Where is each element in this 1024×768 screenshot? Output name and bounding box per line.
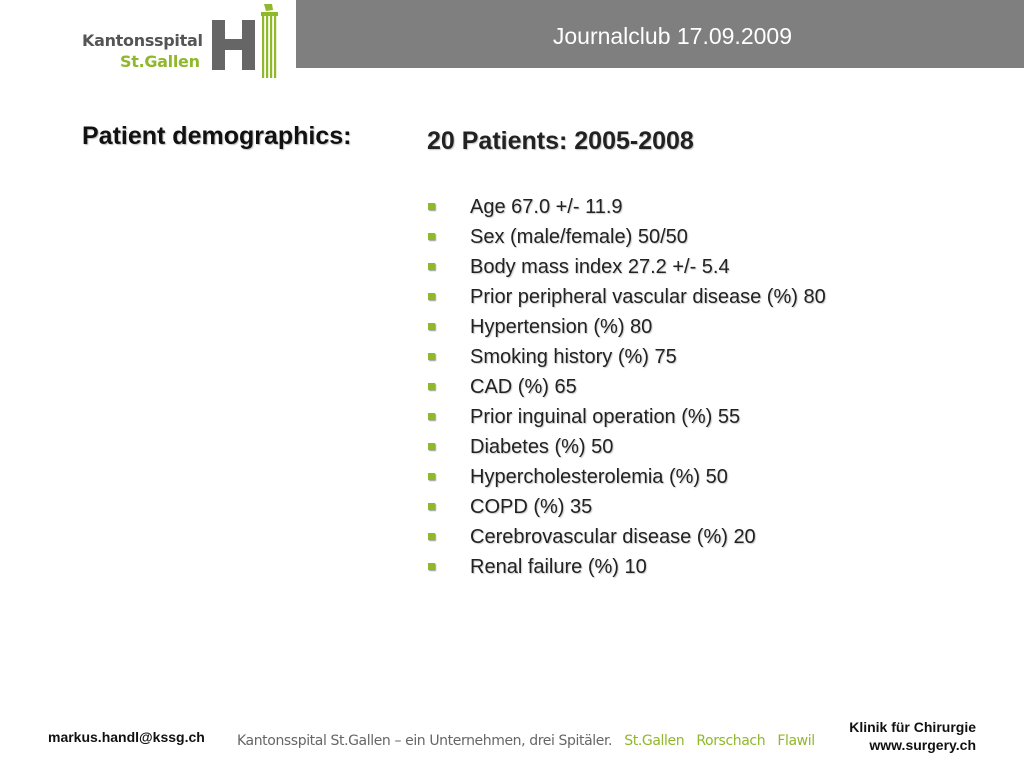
list-item-text: Hypercholesterolemia (%) 50 (470, 466, 728, 488)
list-item-text: Diabetes (%) 50 (470, 436, 614, 458)
logo-wordmark (82, 30, 203, 72)
square-bullet-icon (428, 203, 435, 210)
square-bullet-icon (428, 233, 435, 240)
list-item-text: COPD (%) 35 (470, 496, 593, 518)
section-title: Patient demographics: (82, 122, 352, 150)
list-item-text: Prior peripheral vascular disease (%) 80 (470, 286, 826, 308)
content-heading: 20 Patients: 2005-2008 (427, 127, 694, 155)
square-bullet-icon (428, 503, 435, 510)
square-bullet-icon (428, 443, 435, 450)
square-bullet-icon (428, 323, 435, 330)
footer-email-link[interactable]: markus.handl@kssg.ch (48, 729, 205, 745)
square-bullet-icon (428, 353, 435, 360)
footer-tagline (237, 733, 815, 749)
footer-website-link[interactable]: www.surgery.ch (869, 737, 976, 753)
hospital-h-logo-icon (210, 2, 282, 80)
logo-line-2: St.Gallen (120, 52, 200, 71)
logo-line-1: Kantonsspital (82, 31, 203, 50)
list-item-text: Age 67.0 +/- 11.9 (470, 196, 623, 218)
list-item-text: Renal failure (%) 10 (470, 556, 647, 578)
footer-department-block (849, 718, 976, 754)
footer-tagline-text: Kantonsspital St.Gallen – ein Unternehmen, drei Spitäler. (237, 733, 613, 749)
square-bullet-icon (428, 473, 435, 480)
square-bullet-icon (428, 413, 435, 420)
square-bullet-icon (428, 293, 435, 300)
list-item-text: Prior inguinal operation (%) 55 (470, 406, 741, 428)
square-bullet-icon (428, 263, 435, 270)
footer-site-flawil: Flawil (777, 733, 815, 749)
list-item-text: Body mass index 27.2 +/- 5.4 (470, 256, 730, 278)
list-item-text: Sex (male/female) 50/50 (470, 226, 688, 248)
list-item-text: CAD (%) 65 (470, 376, 577, 398)
footer-site-rorschach: Rorschach (696, 733, 766, 749)
footer-department: Klinik für Chirurgie (849, 719, 976, 735)
square-bullet-icon (428, 533, 435, 540)
list-item-text: Smoking history (%) 75 (470, 346, 677, 368)
square-bullet-icon (428, 383, 435, 390)
footer-site-stgallen: St.Gallen (624, 733, 685, 749)
square-bullet-icon (428, 563, 435, 570)
page-title: Journalclub 17.09.2009 (552, 23, 792, 49)
list-item-text: Cerebrovascular disease (%) 20 (470, 526, 756, 548)
list-item-text: Hypertension (%) 80 (470, 316, 653, 338)
